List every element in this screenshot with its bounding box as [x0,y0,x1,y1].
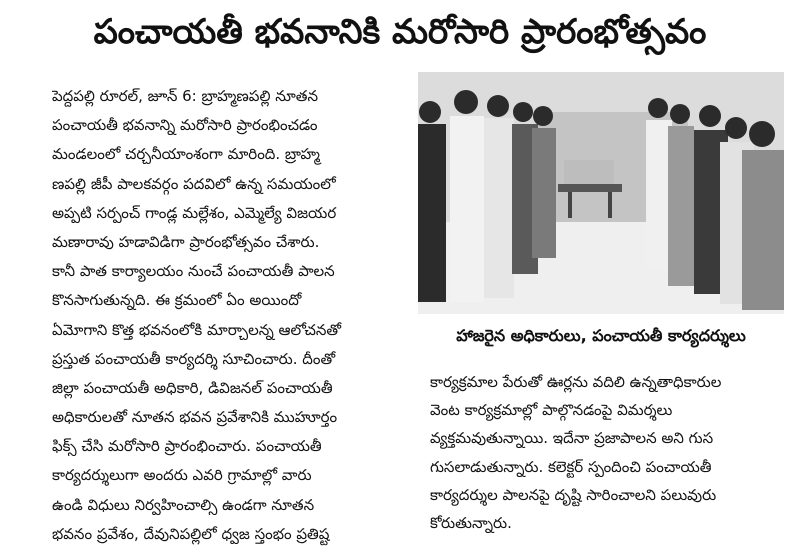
photo-caption: హాజరైన అధికారులు, పంచాయతీ కార్యదర్శులు [456,326,746,345]
article-right-column [430,368,786,537]
article-line: జిల్లా పంచాయతీ అధికారి, డివిజనల్ పంచాయతీ [52,378,333,397]
article-line: ప్రస్తుత పంచాయతీ కార్యదర్శి సూచించారు. దీంతో [52,349,336,368]
article-line: అధికారులతో నూతన భవన ప్రవేశానికి ముహూర్తం [52,408,338,427]
article-line: కోరుతున్నారు. [430,513,512,532]
article-line: కానీ పాత కార్యాలయం నుంచే పంచాయతీ పాలన [52,262,335,281]
article-line: ఏమోగాని కొత్త భవనంలోకి మార్చాలన్న ఆలోచనతో [52,320,342,339]
article-line: ఫిక్స్ చేసి మరోసారి ప్రారంభించారు. పంచాయతీ [52,437,322,456]
news-photo [418,72,784,314]
article-line: భవనం ప్రవేశం, దేవునిపల్లిలో ధ్వజ స్తంభం ప్రతిష్ట [52,524,330,543]
article-line: గుసలాడుతున్నారు. కలెక్టర్ స్పందించి పంచాయతీ [430,457,712,476]
article-left-column [52,82,400,549]
article-line: ఉండి విధులు నిర్వహించాల్సి ఉండగా నూతన [52,495,315,514]
article-line: కార్యదర్శుల పాలనపై దృష్టి సారించాలని పలువురు [430,485,717,504]
article-line: మండలంలో చర్చనీయాంశంగా మారింది. బ్రాహ్మ [52,145,320,164]
article-line: కార్యక్రమాల పేరుతో ఊర్లను వదిలి ఉన్నతాధికారుల [430,373,722,391]
article-line: మణారావు హడావిడిగా ప్రారంభోత్సవం చేశారు. [52,232,320,251]
article-line: ణపల్లి జీపీ పాలకవర్గం పదవిలో ఉన్న సమయంలో [52,174,336,193]
article-line: కార్యదర్శులుగా అందరు ఎవరి గ్రామాల్లో వారు [52,466,312,485]
article-line: వెంట కార్యక్రమాల్లో పాల్గొనడంపై విమర్శలు [430,401,673,420]
article-line: పెద్దపల్లి రూరల్, జూన్ 6: బ్రాహ్మణపల్లి నూతన [52,87,318,105]
article-line: అప్పటి సర్పంచ్ గాండ్ల మల్లేశం, ఎమ్మెల్యే విజయర [52,203,337,222]
article-line: పంచాయతీ భవనాన్ని మరోసారి ప్రారంభించడం [52,116,318,135]
article-line: కొనసాగుతున్నది. ఈ క్రమంలో ఏం అయిందో [52,291,302,310]
headline: పంచాయతీ భవనానికి మరోసారి ప్రారంభోత్సవం [93,12,707,52]
article-line: వ్యక్తమవుతున్నాయి. ఇదేనా ప్రజాపాలన అని గుస [430,429,714,448]
